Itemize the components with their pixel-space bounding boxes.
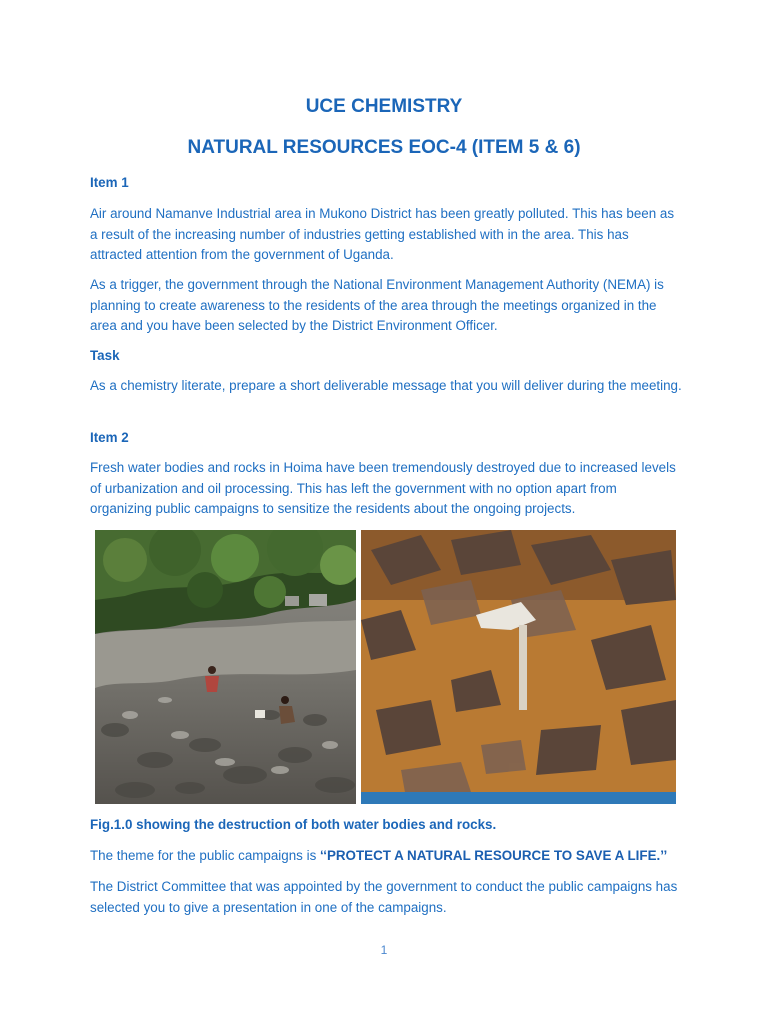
item1-paragraph-2: As a trigger, the government through the National Environment Management Authority (NEMA) is planning to create awareness to the residents of the area through the meetings organized in the area and you have been selected by the District Environment Officer.: [90, 277, 664, 333]
task-text: As a chemistry literate, prepare a short deliverable message that you will deliver during the meeting.: [90, 378, 682, 393]
page-number: 1: [380, 943, 388, 957]
riverbed-image: [95, 530, 356, 804]
item2-paragraph: Fresh water bodies and rocks in Hoima have been tremendously destroyed due to increased levels of urbanization and oil processing. This has left the government with no option apart from organizing public campaigns to sensitize the residents about the ongoing projects.: [90, 460, 676, 516]
rocks-photo: [361, 530, 676, 804]
item1-heading: Item 1: [90, 175, 129, 190]
committee-paragraph: The District Committee that was appointed by the government to conduct the public campaigns has selected you to give a presentation in one of the campaigns.: [90, 879, 678, 915]
document-subtitle: NATURAL RESOURCES EOC-4 (ITEM 5 & 6): [187, 137, 581, 158]
document-title: UCE CHEMISTRY: [305, 96, 463, 117]
rocks-image: [361, 530, 676, 804]
theme-quote: ‘‘PROTECT A NATURAL RESOURCE TO SAVE A LIFE.’’: [320, 848, 668, 863]
item1-paragraph-1: Air around Namanve Industrial area in Mukono District has been greatly polluted. This has been as a result of the increasing number of industries getting established with in the area. This has attracted attention from the government of Uganda.: [90, 206, 675, 262]
item2-heading: Item 2: [90, 430, 129, 445]
task-heading: Task: [90, 348, 120, 363]
theme-paragraph: [90, 846, 682, 867]
riverbed-photo: [95, 530, 356, 804]
figure-caption: Fig.1.0 showing the destruction of both water bodies and rocks.: [90, 817, 497, 832]
theme-prefix: The theme for the public campaigns is: [90, 848, 320, 863]
